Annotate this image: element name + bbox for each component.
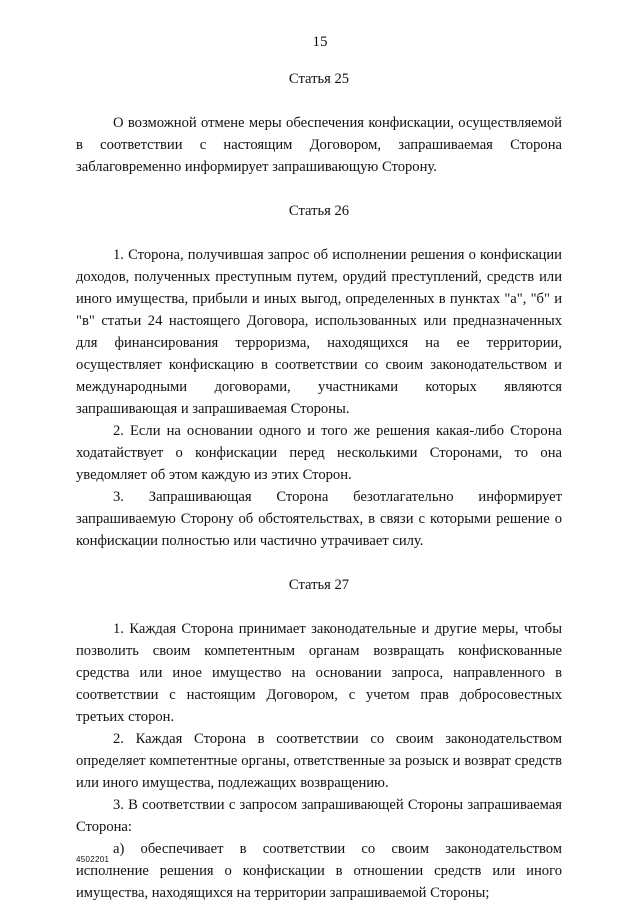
paragraph: О возможной отмене меры обеспечения конфискации, осуществляемой в соответствии с настоящим Договором, запрашиваемая Сторона заблаговременно информирует запрашивающую Сторону. <box>76 115 562 175</box>
article-title: Статья 26 <box>288 203 350 219</box>
page-number: 15 <box>312 34 328 50</box>
document-body <box>76 68 562 904</box>
article-27 <box>76 574 562 904</box>
document-code: 4502201 <box>76 855 110 864</box>
article-25 <box>76 68 562 178</box>
paragraph: 2. Если на основании одного и того же решения какая-либо Сторона ходатайствует о конфискации перед несколькими Сторонами, то она уведомляет об этом каждую из этих Сторон. <box>76 423 562 483</box>
paragraph: 3. В соответствии с запросом запрашивающей Стороны запрашиваемая Сторона: <box>76 797 562 835</box>
paragraph: а) обеспечивает в соответствии со своим законодательством исполнение решения о конфискации в отношении средств или иного имущества, находящихся на территории запрашиваемой Стороны; <box>76 841 562 901</box>
paragraph: 2. Каждая Сторона в соответствии со своим законодательством определяет компетентные органы, ответственные за розыск и возврат средств или иного имущества, подлежащих возвращению. <box>76 731 562 791</box>
article-26 <box>76 200 562 552</box>
article-title: Статья 27 <box>288 577 350 593</box>
paragraph: 1. Сторона, получившая запрос об исполнении решения о конфискации доходов, полученных преступным путем, орудий преступлений, средств или иного имущества, прибыли и иных выгод, определенных в пунктах "а", "б" и "в" статьи 24 настоящего Договора, использованных или предназначенных для финансирования терроризма, находящихся на ее территории, осуществляет конфискацию в соответствии со своим законодательством и международными договорами, участниками которых являются запрашивающая и запрашиваемая Стороны. <box>76 247 562 417</box>
article-title: Статья 25 <box>288 71 350 87</box>
paragraph: 1. Каждая Сторона принимает законодательные и другие меры, чтобы позволить своим компетентным органам возвращать конфискованные средства или иное имущество на основании запроса, направленного в соответствии с настоящим Договором, с учетом прав добросовестных третьих сторон. <box>76 621 562 725</box>
paragraph: 3. Запрашивающая Сторона безотлагательно информирует запрашиваемую Сторону об обстоятельствах, в связи с которыми решение о конфискации полностью или частично утрачивает силу. <box>76 489 562 549</box>
